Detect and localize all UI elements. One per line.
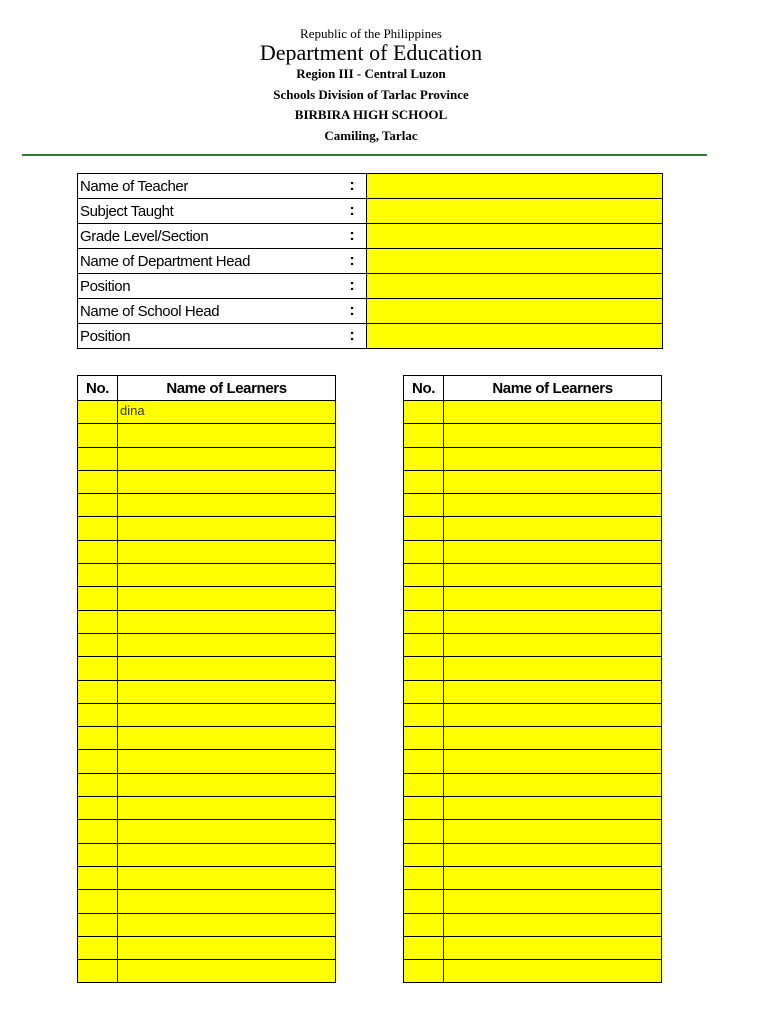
learner-name-cell[interactable] <box>118 773 336 796</box>
info-row <box>78 324 663 349</box>
learner-row <box>78 540 336 563</box>
learner-name-cell[interactable] <box>118 470 336 493</box>
learner-name-cell[interactable] <box>444 540 662 563</box>
learner-no-cell[interactable] <box>78 540 118 563</box>
learner-name-cell[interactable] <box>444 610 662 633</box>
teacher-info-table <box>77 173 663 349</box>
learner-row <box>404 820 662 843</box>
learner-no-cell[interactable] <box>78 797 118 820</box>
learner-name-cell[interactable] <box>444 750 662 773</box>
learner-name-cell[interactable] <box>118 610 336 633</box>
learner-name-cell[interactable] <box>118 517 336 540</box>
learner-row <box>78 727 336 750</box>
learner-row <box>404 913 662 936</box>
learner-no-cell[interactable] <box>404 797 444 820</box>
info-row <box>78 249 663 274</box>
info-colon: : <box>338 199 367 224</box>
info-row <box>78 199 663 224</box>
learner-row <box>78 447 336 470</box>
learner-name-cell[interactable] <box>444 587 662 610</box>
learner-row <box>78 401 336 424</box>
learner-name-cell[interactable] <box>118 564 336 587</box>
learner-no-cell[interactable] <box>78 424 118 447</box>
learner-name-cell[interactable] <box>118 913 336 936</box>
learner-no-cell[interactable] <box>78 703 118 726</box>
info-label: Position <box>78 274 339 299</box>
info-row <box>78 174 663 199</box>
learner-row <box>404 657 662 680</box>
learner-row <box>404 470 662 493</box>
learner-name-cell[interactable] <box>444 564 662 587</box>
learner-row <box>404 936 662 959</box>
learner-row <box>404 797 662 820</box>
learner-name-cell[interactable] <box>444 470 662 493</box>
info-colon: : <box>338 249 367 274</box>
learner-name-cell[interactable] <box>444 890 662 913</box>
info-colon: : <box>338 299 367 324</box>
learner-row <box>404 890 662 913</box>
learner-name-cell[interactable] <box>444 633 662 656</box>
learner-no-cell[interactable] <box>404 680 444 703</box>
learner-row <box>404 494 662 517</box>
learner-name-cell[interactable] <box>118 633 336 656</box>
division-line: Schools Division of Tarlac Province <box>273 87 469 102</box>
learner-no-cell[interactable] <box>404 470 444 493</box>
learner-no-cell[interactable] <box>404 424 444 447</box>
learner-no-cell[interactable] <box>78 517 118 540</box>
col-header-no: No. <box>78 376 118 401</box>
info-colon: : <box>338 274 367 299</box>
learner-row <box>78 494 336 517</box>
learner-name-cell[interactable] <box>118 797 336 820</box>
learner-no-cell[interactable] <box>78 564 118 587</box>
info-row <box>78 299 663 324</box>
learner-no-cell[interactable] <box>404 540 444 563</box>
info-label: Subject Taught <box>78 199 339 224</box>
info-label: Name of School Head <box>78 299 339 324</box>
info-value-field[interactable] <box>367 324 663 349</box>
learner-name-cell[interactable] <box>444 517 662 540</box>
learner-name-cell[interactable] <box>118 703 336 726</box>
school-name: BIRBIRA HIGH SCHOOL <box>294 107 448 122</box>
learner-name-cell[interactable] <box>118 936 336 959</box>
learner-row <box>404 750 662 773</box>
learner-no-cell[interactable] <box>404 517 444 540</box>
department-title: Department of Education <box>259 40 483 65</box>
info-value-field[interactable] <box>367 274 663 299</box>
learner-row <box>404 866 662 889</box>
learner-row <box>78 750 336 773</box>
learner-row <box>404 843 662 866</box>
learner-name-cell[interactable] <box>444 494 662 517</box>
learner-no-cell[interactable] <box>404 936 444 959</box>
learner-no-cell[interactable] <box>404 587 444 610</box>
learner-no-cell[interactable] <box>404 703 444 726</box>
info-row <box>78 224 663 249</box>
learner-no-cell[interactable] <box>78 447 118 470</box>
info-colon: : <box>338 224 367 249</box>
learner-row <box>78 657 336 680</box>
learner-no-cell[interactable] <box>78 680 118 703</box>
learner-row <box>78 843 336 866</box>
learner-row <box>404 564 662 587</box>
learner-no-cell[interactable] <box>78 866 118 889</box>
info-label: Name of Department Head <box>78 249 339 274</box>
learner-name-cell[interactable] <box>118 657 336 680</box>
learner-row <box>404 703 662 726</box>
learner-no-cell[interactable] <box>78 657 118 680</box>
learner-name-cell[interactable] <box>444 657 662 680</box>
learner-row <box>404 610 662 633</box>
learner-row <box>78 703 336 726</box>
learner-no-cell[interactable] <box>404 820 444 843</box>
learner-name-cell[interactable] <box>118 890 336 913</box>
learner-name-cell[interactable] <box>118 820 336 843</box>
learner-row <box>404 680 662 703</box>
learner-row <box>78 517 336 540</box>
learner-name-cell[interactable] <box>118 494 336 517</box>
learner-name-cell[interactable] <box>444 936 662 959</box>
learner-no-cell[interactable] <box>78 936 118 959</box>
learner-name-cell[interactable] <box>118 680 336 703</box>
learner-no-cell[interactable] <box>404 773 444 796</box>
learner-name-cell[interactable] <box>444 401 662 424</box>
learner-name-cell[interactable] <box>444 843 662 866</box>
learner-no-cell[interactable] <box>78 587 118 610</box>
learner-row <box>78 610 336 633</box>
learner-no-cell[interactable] <box>404 447 444 470</box>
learner-no-cell[interactable] <box>78 633 118 656</box>
learner-row <box>78 936 336 959</box>
info-value-field[interactable] <box>367 249 663 274</box>
learner-name-cell[interactable] <box>444 820 662 843</box>
learner-no-cell[interactable] <box>78 843 118 866</box>
learner-no-cell[interactable] <box>404 866 444 889</box>
info-label: Name of Teacher <box>78 174 339 199</box>
info-value-field[interactable] <box>367 174 663 199</box>
learner-name-cell[interactable] <box>444 680 662 703</box>
learner-row <box>78 820 336 843</box>
learner-name-cell[interactable] <box>444 703 662 726</box>
col-header-no: No. <box>404 376 444 401</box>
col-header-name: Name of Learners <box>118 376 336 401</box>
learner-row <box>78 866 336 889</box>
learner-name-cell[interactable] <box>118 750 336 773</box>
learner-no-cell[interactable] <box>404 401 444 424</box>
learner-no-cell[interactable] <box>78 890 118 913</box>
learner-no-cell[interactable] <box>404 960 444 983</box>
learner-name-cell[interactable] <box>444 797 662 820</box>
learner-no-cell[interactable] <box>78 401 118 424</box>
learner-row <box>404 587 662 610</box>
learner-row <box>78 680 336 703</box>
school-location: Camiling, Tarlac <box>324 128 418 143</box>
info-label: Grade Level/Section <box>78 224 339 249</box>
info-row <box>78 274 663 299</box>
learner-row <box>78 890 336 913</box>
learner-no-cell[interactable] <box>404 494 444 517</box>
col-header-name: Name of Learners <box>444 376 662 401</box>
learner-name-cell[interactable] <box>118 727 336 750</box>
learner-row <box>78 960 336 983</box>
learners-table-left <box>77 375 336 983</box>
learner-row <box>404 447 662 470</box>
learner-name-cell[interactable] <box>118 424 336 447</box>
learner-no-cell[interactable] <box>404 843 444 866</box>
region-line: Region III - Central Luzon <box>296 66 446 81</box>
learner-name-cell[interactable] <box>444 447 662 470</box>
learner-row <box>404 960 662 983</box>
learner-row <box>78 633 336 656</box>
learner-name-cell[interactable] <box>444 866 662 889</box>
learner-name-cell[interactable] <box>118 843 336 866</box>
learners-header-row <box>78 376 336 401</box>
learner-row <box>78 424 336 447</box>
learner-row <box>404 773 662 796</box>
info-value-field[interactable] <box>367 224 663 249</box>
info-value-field[interactable] <box>367 199 663 224</box>
learner-name-cell[interactable] <box>118 587 336 610</box>
learner-row <box>404 727 662 750</box>
learner-row <box>404 517 662 540</box>
learner-name-cell[interactable] <box>118 960 336 983</box>
learner-row <box>78 470 336 493</box>
learner-no-cell[interactable] <box>404 564 444 587</box>
republic-line: Republic of the Philippines <box>300 26 442 41</box>
learner-row <box>404 424 662 447</box>
learner-no-cell[interactable] <box>78 960 118 983</box>
learner-no-cell[interactable] <box>78 820 118 843</box>
learner-name-cell[interactable] <box>444 773 662 796</box>
learner-no-cell[interactable] <box>78 750 118 773</box>
learner-name-cell[interactable] <box>444 913 662 936</box>
learner-row <box>78 564 336 587</box>
learners-table-right <box>403 375 662 983</box>
learner-row <box>78 587 336 610</box>
learner-row <box>404 633 662 656</box>
learner-row <box>404 540 662 563</box>
info-label: Position <box>78 324 339 349</box>
learner-row <box>404 401 662 424</box>
info-colon: : <box>338 324 367 349</box>
learner-row <box>78 773 336 796</box>
learner-no-cell[interactable] <box>78 773 118 796</box>
learner-name-cell[interactable] <box>118 447 336 470</box>
learner-name-cell[interactable] <box>444 424 662 447</box>
learner-no-cell[interactable] <box>404 750 444 773</box>
learner-no-cell[interactable] <box>404 890 444 913</box>
learner-name-cell[interactable] <box>118 866 336 889</box>
learner-name-cell[interactable] <box>118 540 336 563</box>
learners-header-row <box>404 376 662 401</box>
learner-name-cell[interactable] <box>444 727 662 750</box>
learner-no-cell[interactable] <box>404 657 444 680</box>
learner-no-cell[interactable] <box>78 727 118 750</box>
learner-name-cell[interactable]: dina <box>118 401 336 424</box>
learner-no-cell[interactable] <box>78 494 118 517</box>
learner-no-cell[interactable] <box>78 470 118 493</box>
learner-name-cell[interactable] <box>444 960 662 983</box>
learner-no-cell[interactable] <box>404 913 444 936</box>
learner-no-cell[interactable] <box>404 633 444 656</box>
learner-no-cell[interactable] <box>404 727 444 750</box>
learner-no-cell[interactable] <box>404 610 444 633</box>
learner-row <box>78 913 336 936</box>
info-colon: : <box>338 174 367 199</box>
info-value-field[interactable] <box>367 299 663 324</box>
header-divider <box>22 154 707 156</box>
learner-row <box>78 797 336 820</box>
learner-no-cell[interactable] <box>78 610 118 633</box>
learner-no-cell[interactable] <box>78 913 118 936</box>
